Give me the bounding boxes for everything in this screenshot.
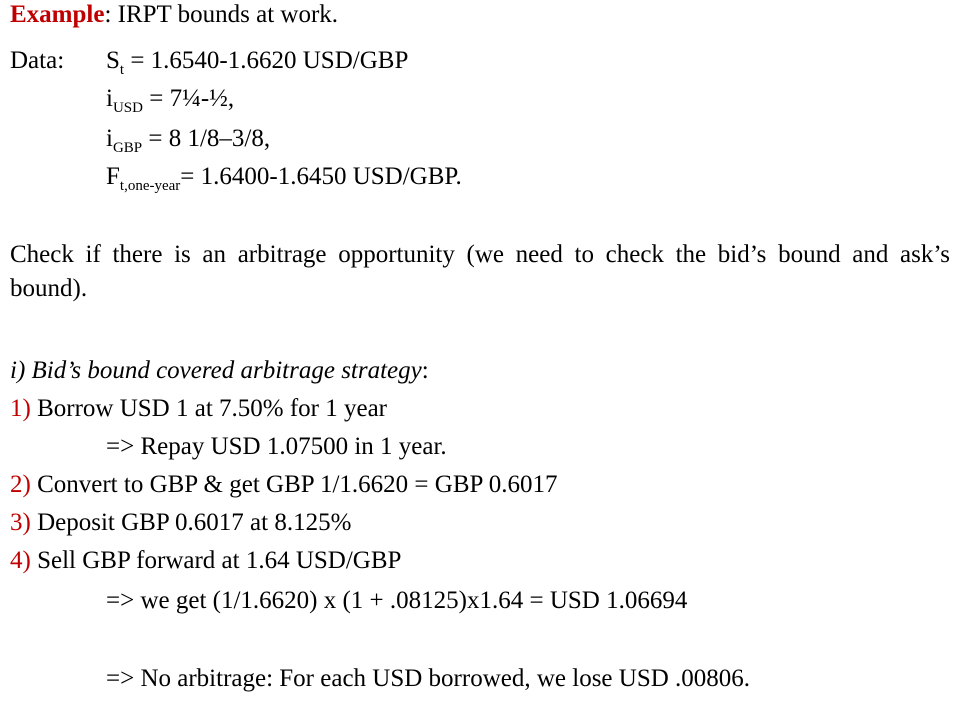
spot-subscript: t <box>119 62 125 78</box>
forward-rate <box>106 162 462 192</box>
forward-symbol: F <box>106 163 120 190</box>
example-label: Example <box>10 1 105 28</box>
i-gbp-symbol: i <box>106 125 113 152</box>
step-4 <box>10 546 401 576</box>
forward-value: = 1.6400-1.6450 USD/GBP. <box>180 163 462 190</box>
step-1 <box>10 394 387 424</box>
step-text: Convert to GBP & get GBP 1/1.6620 = GBP 0.6017 <box>30 471 558 498</box>
gbp-interest-rate <box>106 124 270 154</box>
step-text: => we get (1/1.6620) x (1 + .08125)x1.64 = USD 1.06694 <box>106 587 688 614</box>
step-4-result <box>106 586 687 616</box>
data-label: Data: <box>10 47 65 74</box>
strategy-heading-text: i) Bid’s bound covered arbitrage strategy <box>10 357 422 384</box>
step-2 <box>10 470 557 500</box>
check-arbitrage-paragraph: Check if there is an arbitrage opportunity (we need to check the bid’s bound and ask’s bound). <box>10 241 950 302</box>
i-usd-subscript: USD <box>112 100 143 116</box>
step-text: Sell GBP forward at 1.64 USD/GBP <box>30 547 402 574</box>
i-gbp-subscript: GBP <box>112 140 143 156</box>
strategy-heading-colon: : <box>421 357 429 384</box>
example-title <box>10 0 338 30</box>
data-spot-line <box>10 46 64 76</box>
usd-interest-rate <box>106 84 234 114</box>
step-number: 1) <box>10 395 31 422</box>
step-number: 2) <box>10 471 31 498</box>
step-number: 3) <box>10 509 31 536</box>
forward-subscript: t,one-year <box>119 178 181 194</box>
spot-value: = 1.6540-1.6620 USD/GBP <box>124 47 409 74</box>
i-usd-symbol: i <box>106 85 113 112</box>
step-text: => Repay USD 1.07500 in 1 year. <box>106 433 447 460</box>
spot-rate <box>106 46 408 76</box>
example-title-text: : IRPT bounds at work. <box>104 1 339 28</box>
i-usd-value: = 7¼-½, <box>142 85 235 112</box>
conclusion: => No arbitrage: For each USD borrowed, we lose USD .00806. <box>106 665 751 692</box>
i-gbp-value: = 8 1/8–3/8, <box>142 125 271 152</box>
step-text: Borrow USD 1 at 7.50% for 1 year <box>30 395 388 422</box>
step-number: 4) <box>10 547 31 574</box>
step-3 <box>10 508 351 538</box>
step-text: Deposit GBP 0.6017 at 8.125% <box>30 509 352 536</box>
strategy-heading <box>10 356 429 386</box>
spot-symbol: S <box>106 47 120 74</box>
step-1-result <box>106 432 447 462</box>
